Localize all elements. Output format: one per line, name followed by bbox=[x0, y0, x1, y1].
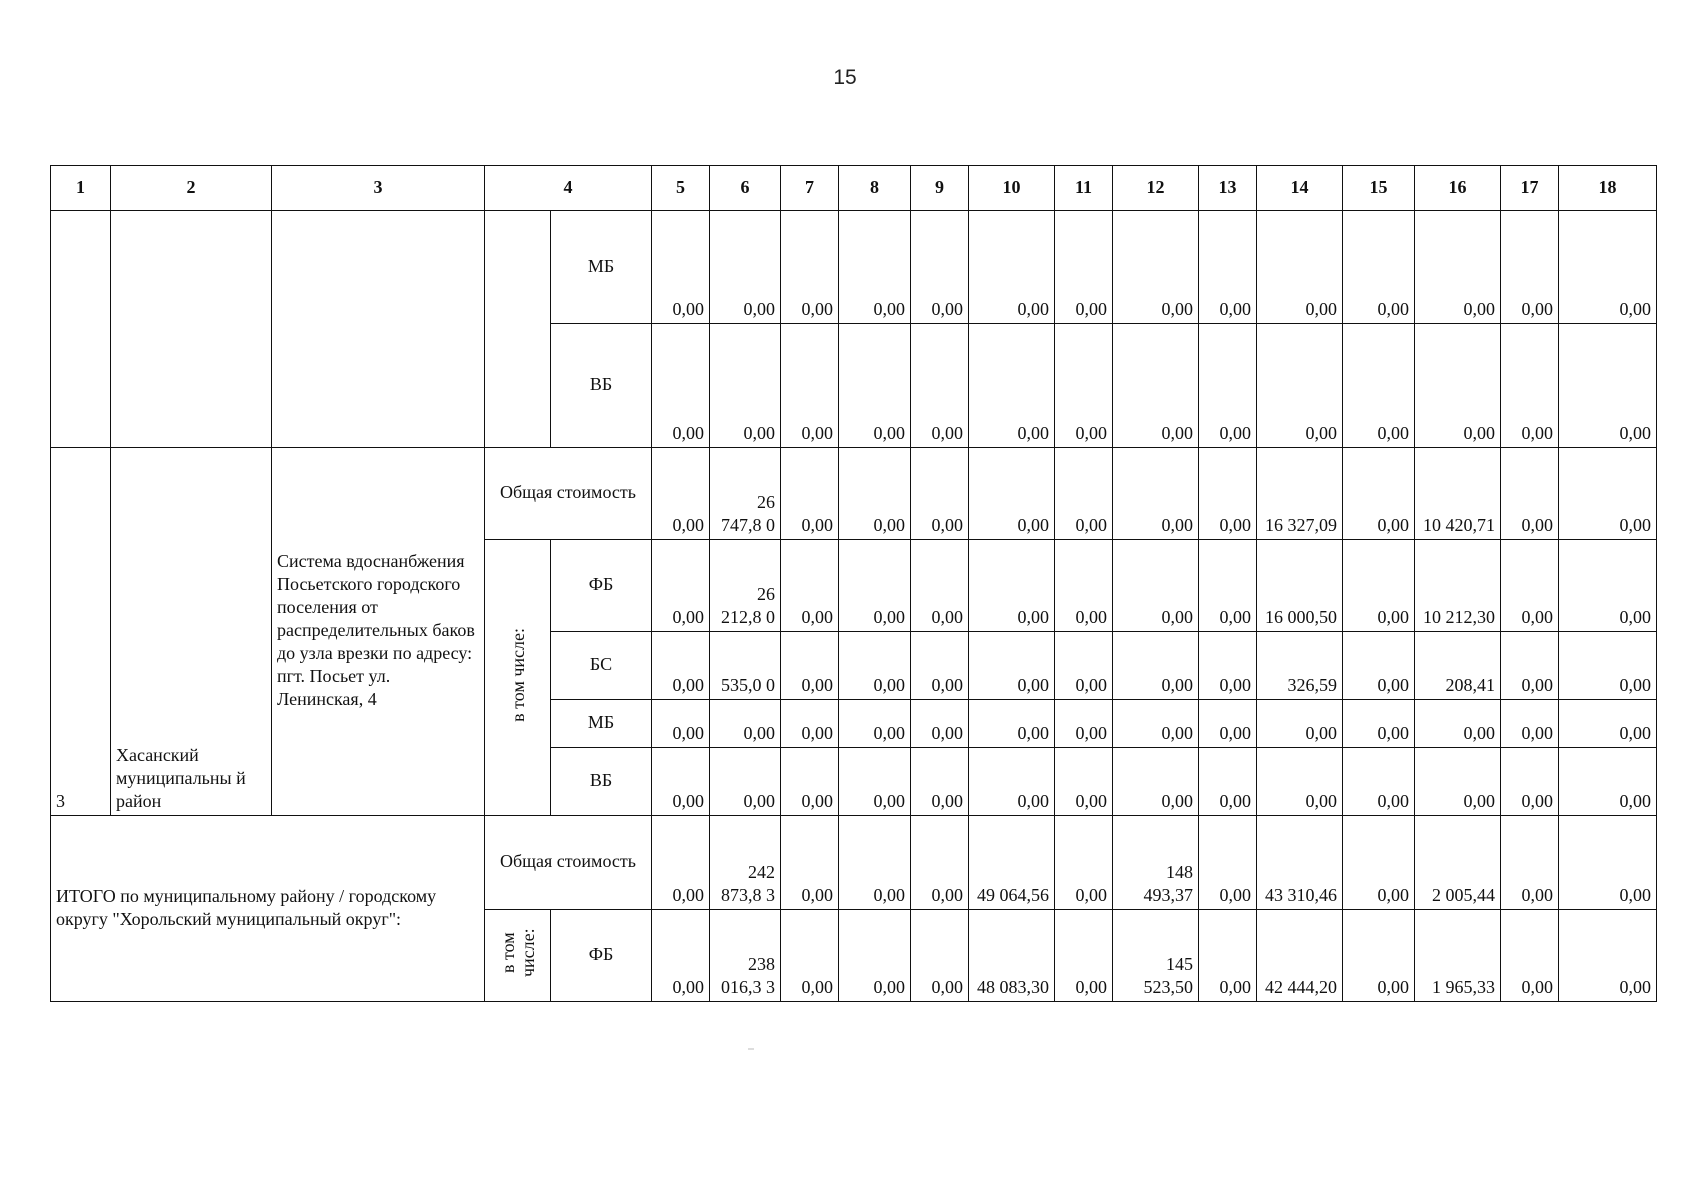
value-cell: 0,00 bbox=[839, 910, 911, 1002]
value-cell: 16 327,09 bbox=[1257, 448, 1343, 540]
value-cell: 0,00 bbox=[652, 816, 710, 910]
fund-label-vb: ВБ bbox=[551, 748, 652, 816]
header-cell: 15 bbox=[1343, 166, 1415, 211]
value-cell: 0,00 bbox=[1199, 211, 1257, 324]
value-cell: 0,00 bbox=[652, 700, 710, 748]
value-cell: 0,00 bbox=[1415, 324, 1501, 448]
header-cell: 8 bbox=[839, 166, 911, 211]
value-cell: 0,00 bbox=[839, 324, 911, 448]
value-cell: 0,00 bbox=[1257, 324, 1343, 448]
value-cell: 0,00 bbox=[1257, 700, 1343, 748]
value-cell: 0,00 bbox=[1257, 748, 1343, 816]
value-cell: 0,00 bbox=[1113, 748, 1199, 816]
header-cell: 16 bbox=[1415, 166, 1501, 211]
value-cell: 0,00 bbox=[1113, 448, 1199, 540]
value-cell: 0,00 bbox=[1559, 324, 1657, 448]
header-cell: 6 bbox=[710, 166, 781, 211]
value-cell: 0,00 bbox=[781, 324, 839, 448]
value-cell: 0,00 bbox=[911, 632, 969, 700]
value-cell: 0,00 bbox=[1501, 632, 1559, 700]
value-cell: 0,00 bbox=[1343, 748, 1415, 816]
value-cell: 0,00 bbox=[1559, 910, 1657, 1002]
value-cell: 0,00 bbox=[652, 324, 710, 448]
header-cell: 2 bbox=[111, 166, 272, 211]
value-cell: 0,00 bbox=[1055, 748, 1113, 816]
value-cell: 0,00 bbox=[1559, 211, 1657, 324]
value-cell: 0,00 bbox=[1343, 324, 1415, 448]
value-cell: 238 016,3 3 bbox=[710, 910, 781, 1002]
value-cell: 0,00 bbox=[1415, 700, 1501, 748]
value-cell: 0,00 bbox=[1415, 211, 1501, 324]
value-cell: 242 873,8 3 bbox=[710, 816, 781, 910]
header-cell: 18 bbox=[1559, 166, 1657, 211]
value-cell: 0,00 bbox=[1055, 700, 1113, 748]
value-cell: 0,00 bbox=[1501, 211, 1559, 324]
value-cell: 0,00 bbox=[1501, 540, 1559, 632]
value-cell: 0,00 bbox=[911, 324, 969, 448]
item-number: 3 bbox=[51, 448, 111, 816]
item3-row-total bbox=[51, 448, 1657, 540]
object-description: Система вдоснанбжения Посьетского городского поселения от распределительных баков до узла врезки по адресу: пгт. Посьет ул. Ленинская, 4 bbox=[272, 448, 485, 816]
value-cell: 0,00 bbox=[1055, 816, 1113, 910]
value-cell: 0,00 bbox=[1501, 324, 1559, 448]
value-cell: 0,00 bbox=[652, 540, 710, 632]
value-cell: 0,00 bbox=[1055, 324, 1113, 448]
value-cell: 0,00 bbox=[839, 748, 911, 816]
value-cell: 148 493,37 bbox=[1113, 816, 1199, 910]
value-cell: 0,00 bbox=[710, 700, 781, 748]
including-label: в том числе: bbox=[485, 540, 551, 816]
value-cell: 0,00 bbox=[781, 748, 839, 816]
fund-label-vb: ВБ bbox=[551, 324, 652, 448]
value-cell: 0,00 bbox=[1501, 748, 1559, 816]
itogo-label: ИТОГО по муниципальному району / городскому округу "Хорольский муниципальный округ": bbox=[51, 816, 485, 1002]
value-cell: 0,00 bbox=[911, 910, 969, 1002]
value-cell: 16 000,50 bbox=[1257, 540, 1343, 632]
value-cell: 0,00 bbox=[1257, 211, 1343, 324]
value-cell: 0,00 bbox=[911, 540, 969, 632]
value-cell: 0,00 bbox=[781, 816, 839, 910]
value-cell: 0,00 bbox=[781, 540, 839, 632]
value-cell: 0,00 bbox=[1501, 816, 1559, 910]
value-cell: 0,00 bbox=[1055, 448, 1113, 540]
value-cell: 0,00 bbox=[1501, 448, 1559, 540]
value-cell: 0,00 bbox=[1559, 816, 1657, 910]
value-cell: 0,00 bbox=[969, 211, 1055, 324]
value-cell: 0,00 bbox=[1415, 748, 1501, 816]
value-cell: 0,00 bbox=[1055, 540, 1113, 632]
header-cell: 3 bbox=[272, 166, 485, 211]
value-cell: 0,00 bbox=[839, 816, 911, 910]
fund-label-fb: ФБ bbox=[551, 910, 652, 1002]
page-number: 15 bbox=[833, 66, 857, 89]
value-cell: 0,00 bbox=[1559, 700, 1657, 748]
header-cell: 13 bbox=[1199, 166, 1257, 211]
value-cell: 0,00 bbox=[1343, 816, 1415, 910]
value-cell: 0,00 bbox=[1343, 448, 1415, 540]
value-cell: 43 310,46 bbox=[1257, 816, 1343, 910]
value-cell: 0,00 bbox=[1343, 540, 1415, 632]
value-cell: 2 005,44 bbox=[1415, 816, 1501, 910]
total-cost-label: Общая стоимость bbox=[485, 448, 652, 540]
value-cell: 0,00 bbox=[1113, 540, 1199, 632]
header-row bbox=[51, 166, 1657, 211]
empty-cell bbox=[272, 211, 485, 448]
header-cell: 9 bbox=[911, 166, 969, 211]
value-cell: 0,00 bbox=[781, 910, 839, 1002]
value-cell: 0,00 bbox=[969, 700, 1055, 748]
value-cell: 0,00 bbox=[1559, 448, 1657, 540]
value-cell: 10 420,71 bbox=[1415, 448, 1501, 540]
value-cell: 145 523,50 bbox=[1113, 910, 1199, 1002]
value-cell: 0,00 bbox=[1055, 211, 1113, 324]
header-cell: 5 bbox=[652, 166, 710, 211]
value-cell: 0,00 bbox=[652, 910, 710, 1002]
empty-cell bbox=[51, 211, 111, 448]
value-cell: 0,00 bbox=[652, 748, 710, 816]
value-cell: 0,00 bbox=[1199, 816, 1257, 910]
including-label: в том числе: bbox=[485, 910, 551, 1002]
value-cell: 0,00 bbox=[969, 448, 1055, 540]
district-name: Хасанский муниципальны й район bbox=[111, 448, 272, 816]
value-cell: 0,00 bbox=[1199, 700, 1257, 748]
value-cell: 0,00 bbox=[1055, 632, 1113, 700]
value-cell: 0,00 bbox=[1055, 910, 1113, 1002]
header-cell: 1 bbox=[51, 166, 111, 211]
value-cell: 0,00 bbox=[1113, 700, 1199, 748]
itogo-row-total bbox=[51, 816, 1657, 910]
empty-cell bbox=[485, 211, 551, 448]
header-cell: 7 bbox=[781, 166, 839, 211]
value-cell: 0,00 bbox=[1199, 748, 1257, 816]
value-cell: 0,00 bbox=[1343, 632, 1415, 700]
fund-label-mb: МБ bbox=[551, 211, 652, 324]
value-cell: 0,00 bbox=[1501, 700, 1559, 748]
value-cell: 0,00 bbox=[1199, 324, 1257, 448]
value-cell: 0,00 bbox=[1199, 540, 1257, 632]
header-cell: 4 bbox=[485, 166, 652, 211]
value-cell: 26 747,8 0 bbox=[710, 448, 781, 540]
scan-mark bbox=[748, 1048, 754, 1050]
header-cell: 10 bbox=[969, 166, 1055, 211]
value-cell: 26 212,8 0 bbox=[710, 540, 781, 632]
value-cell: 0,00 bbox=[911, 748, 969, 816]
value-cell: 0,00 bbox=[781, 632, 839, 700]
value-cell: 0,00 bbox=[911, 816, 969, 910]
value-cell: 0,00 bbox=[839, 632, 911, 700]
header-cell: 17 bbox=[1501, 166, 1559, 211]
value-cell: 326,59 bbox=[1257, 632, 1343, 700]
value-cell: 0,00 bbox=[1199, 910, 1257, 1002]
value-cell: 208,41 bbox=[1415, 632, 1501, 700]
value-cell: 0,00 bbox=[1343, 910, 1415, 1002]
value-cell: 0,00 bbox=[652, 448, 710, 540]
value-cell: 0,00 bbox=[1343, 700, 1415, 748]
fund-label-fb: ФБ bbox=[551, 540, 652, 632]
value-cell: 49 064,56 bbox=[969, 816, 1055, 910]
fund-label-mb: МБ bbox=[551, 700, 652, 748]
value-cell: 535,0 0 bbox=[710, 632, 781, 700]
value-cell: 48 083,30 bbox=[969, 910, 1055, 1002]
value-cell: 0,00 bbox=[710, 324, 781, 448]
value-cell: 0,00 bbox=[839, 211, 911, 324]
value-cell: 0,00 bbox=[1113, 211, 1199, 324]
value-cell: 0,00 bbox=[839, 700, 911, 748]
value-cell: 0,00 bbox=[710, 748, 781, 816]
total-cost-label: Общая стоимость bbox=[485, 816, 652, 910]
value-cell: 0,00 bbox=[911, 700, 969, 748]
value-cell: 0,00 bbox=[781, 448, 839, 540]
value-cell: 1 965,33 bbox=[1415, 910, 1501, 1002]
value-cell: 0,00 bbox=[652, 211, 710, 324]
header-cell: 11 bbox=[1055, 166, 1113, 211]
value-cell: 0,00 bbox=[1199, 448, 1257, 540]
budget-table bbox=[50, 165, 1657, 1002]
empty-cell bbox=[111, 211, 272, 448]
value-cell: 0,00 bbox=[1559, 632, 1657, 700]
value-cell: 0,00 bbox=[781, 700, 839, 748]
value-cell: 0,00 bbox=[1113, 324, 1199, 448]
value-cell: 0,00 bbox=[1199, 632, 1257, 700]
cont-row-mb bbox=[51, 211, 1657, 324]
value-cell: 0,00 bbox=[781, 211, 839, 324]
value-cell: 10 212,30 bbox=[1415, 540, 1501, 632]
value-cell: 0,00 bbox=[652, 632, 710, 700]
value-cell: 0,00 bbox=[969, 324, 1055, 448]
value-cell: 0,00 bbox=[1501, 910, 1559, 1002]
value-cell: 0,00 bbox=[1559, 540, 1657, 632]
header-cell: 12 bbox=[1113, 166, 1199, 211]
value-cell: 0,00 bbox=[1343, 211, 1415, 324]
value-cell: 0,00 bbox=[839, 448, 911, 540]
value-cell: 42 444,20 bbox=[1257, 910, 1343, 1002]
value-cell: 0,00 bbox=[911, 211, 969, 324]
header-cell: 14 bbox=[1257, 166, 1343, 211]
value-cell: 0,00 bbox=[710, 211, 781, 324]
value-cell: 0,00 bbox=[969, 632, 1055, 700]
value-cell: 0,00 bbox=[969, 540, 1055, 632]
fund-label-bs: БС bbox=[551, 632, 652, 700]
value-cell: 0,00 bbox=[911, 448, 969, 540]
value-cell: 0,00 bbox=[839, 540, 911, 632]
value-cell: 0,00 bbox=[1113, 632, 1199, 700]
value-cell: 0,00 bbox=[969, 748, 1055, 816]
value-cell: 0,00 bbox=[1559, 748, 1657, 816]
